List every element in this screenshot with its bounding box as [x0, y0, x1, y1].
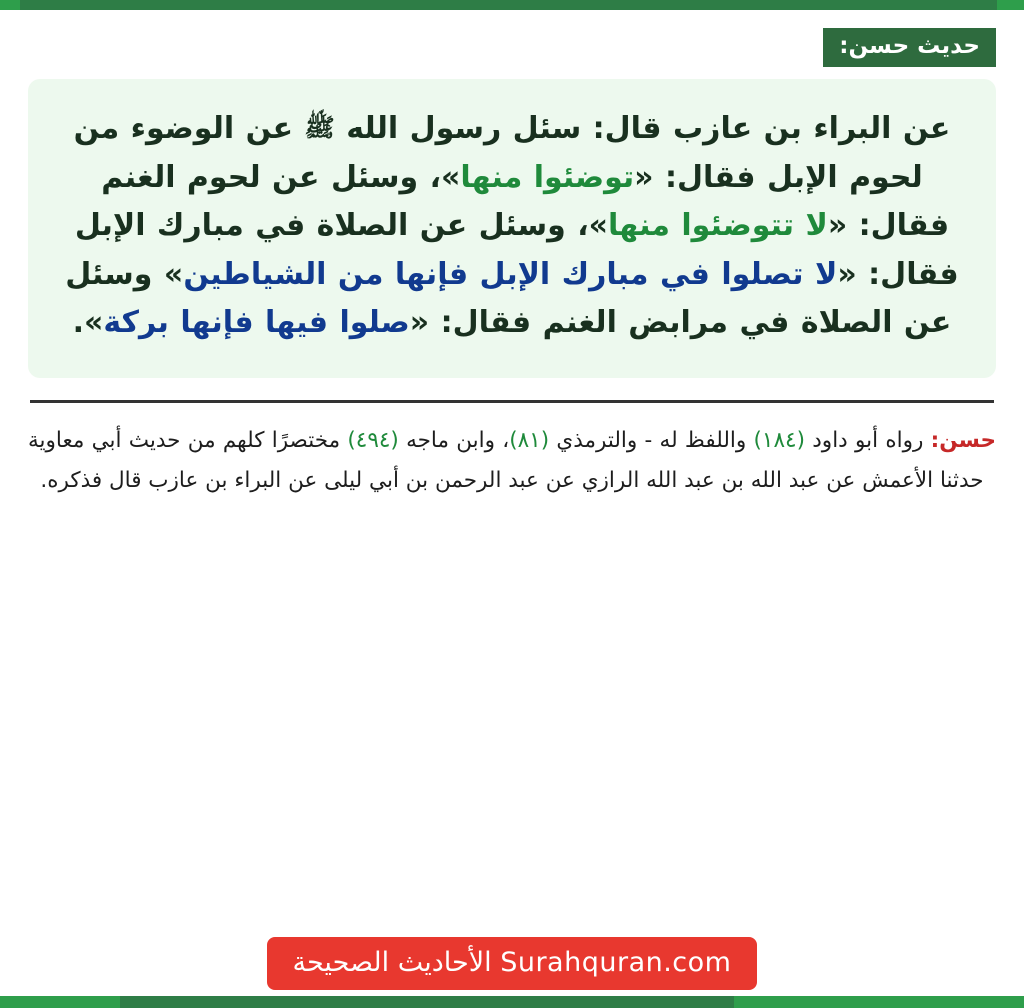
site-brand-badge[interactable] — [267, 937, 758, 990]
takhrij-grade-word: حسن: — [930, 427, 996, 453]
quote-1-open: « — [634, 159, 654, 195]
bottom-edge-segment-right — [0, 996, 120, 1008]
site-name: Surahquran.com — [500, 946, 732, 978]
hadith-text-box — [28, 79, 996, 378]
hadith-quote-3: لا تصلوا في مبارك الإبل فإنها من الشياطين — [183, 256, 838, 292]
footer — [0, 937, 1024, 990]
hadith-grade-badge: حديث حسن: — [823, 28, 996, 67]
quote-1-close: »، — [429, 159, 461, 195]
bottom-edge-segment-center — [120, 996, 734, 1008]
bottom-edge-bar — [0, 996, 1024, 1008]
section-divider — [30, 400, 994, 403]
hadith-part-5: وسئل عن الصلاة في مرابض الغنم فقال: « — [65, 256, 952, 341]
quote-3-close: » — [163, 256, 184, 292]
quote-4-close: ». — [72, 305, 104, 341]
hadith-body — [58, 105, 966, 348]
takhrij-text-d: مختصرًا كلهم من حديث أبي معاوية حدثنا الأعمش عن عبد الله بن عبد الله الرازي عن عبد الرحمن بن أبي ليلى عن البراء بن عازب قال فذكره. — [28, 427, 984, 493]
quote-2-close: »، — [577, 208, 609, 244]
hadith-part-4: وسئل عن الصلاة في مبارك الإبل فقال: « — [74, 208, 959, 292]
grade-row — [28, 28, 996, 67]
takhrij-ref-3: (٤٩٤) — [347, 427, 399, 453]
top-edge-segment-right — [0, 0, 20, 10]
bottom-edge-segment-left — [734, 996, 1024, 1008]
top-edge-segment-center — [20, 0, 997, 10]
sallallahu-alayhi-wasallam-icon: ﷺ — [304, 113, 335, 142]
takhrij-ref-2: (٨١) — [509, 427, 550, 453]
top-edge-segment-left — [997, 0, 1024, 10]
takhrij-ref-1: (١٨٤) — [753, 427, 805, 453]
takhrij-text-b: واللفظ له - والترمذي — [556, 427, 747, 453]
hadith-card — [0, 10, 1024, 996]
hadith-quote-1: توضئوا منها — [460, 159, 635, 195]
top-edge-bar — [0, 0, 1024, 10]
hadith-quote-4: صلوا فيها فإنها بركة — [103, 305, 410, 341]
hadith-quote-2: لا تتوضئوا منها — [608, 208, 828, 244]
takhrij-text-a: رواه أبو داود — [812, 427, 924, 453]
site-tagline: الأحاديث الصحيحة — [292, 946, 492, 978]
takhrij-paragraph — [28, 421, 996, 501]
hadith-part-2: عن الوضوء من لحوم الإبل فقال: — [73, 111, 923, 195]
takhrij-text-c: ، وابن ماجه — [406, 427, 510, 453]
hadith-part-1: عن البراء بن عازب قال: سئل رسول الله — [346, 111, 951, 146]
hadith-part-3: وسئل عن لحوم الغنم فقال: « — [101, 159, 950, 244]
